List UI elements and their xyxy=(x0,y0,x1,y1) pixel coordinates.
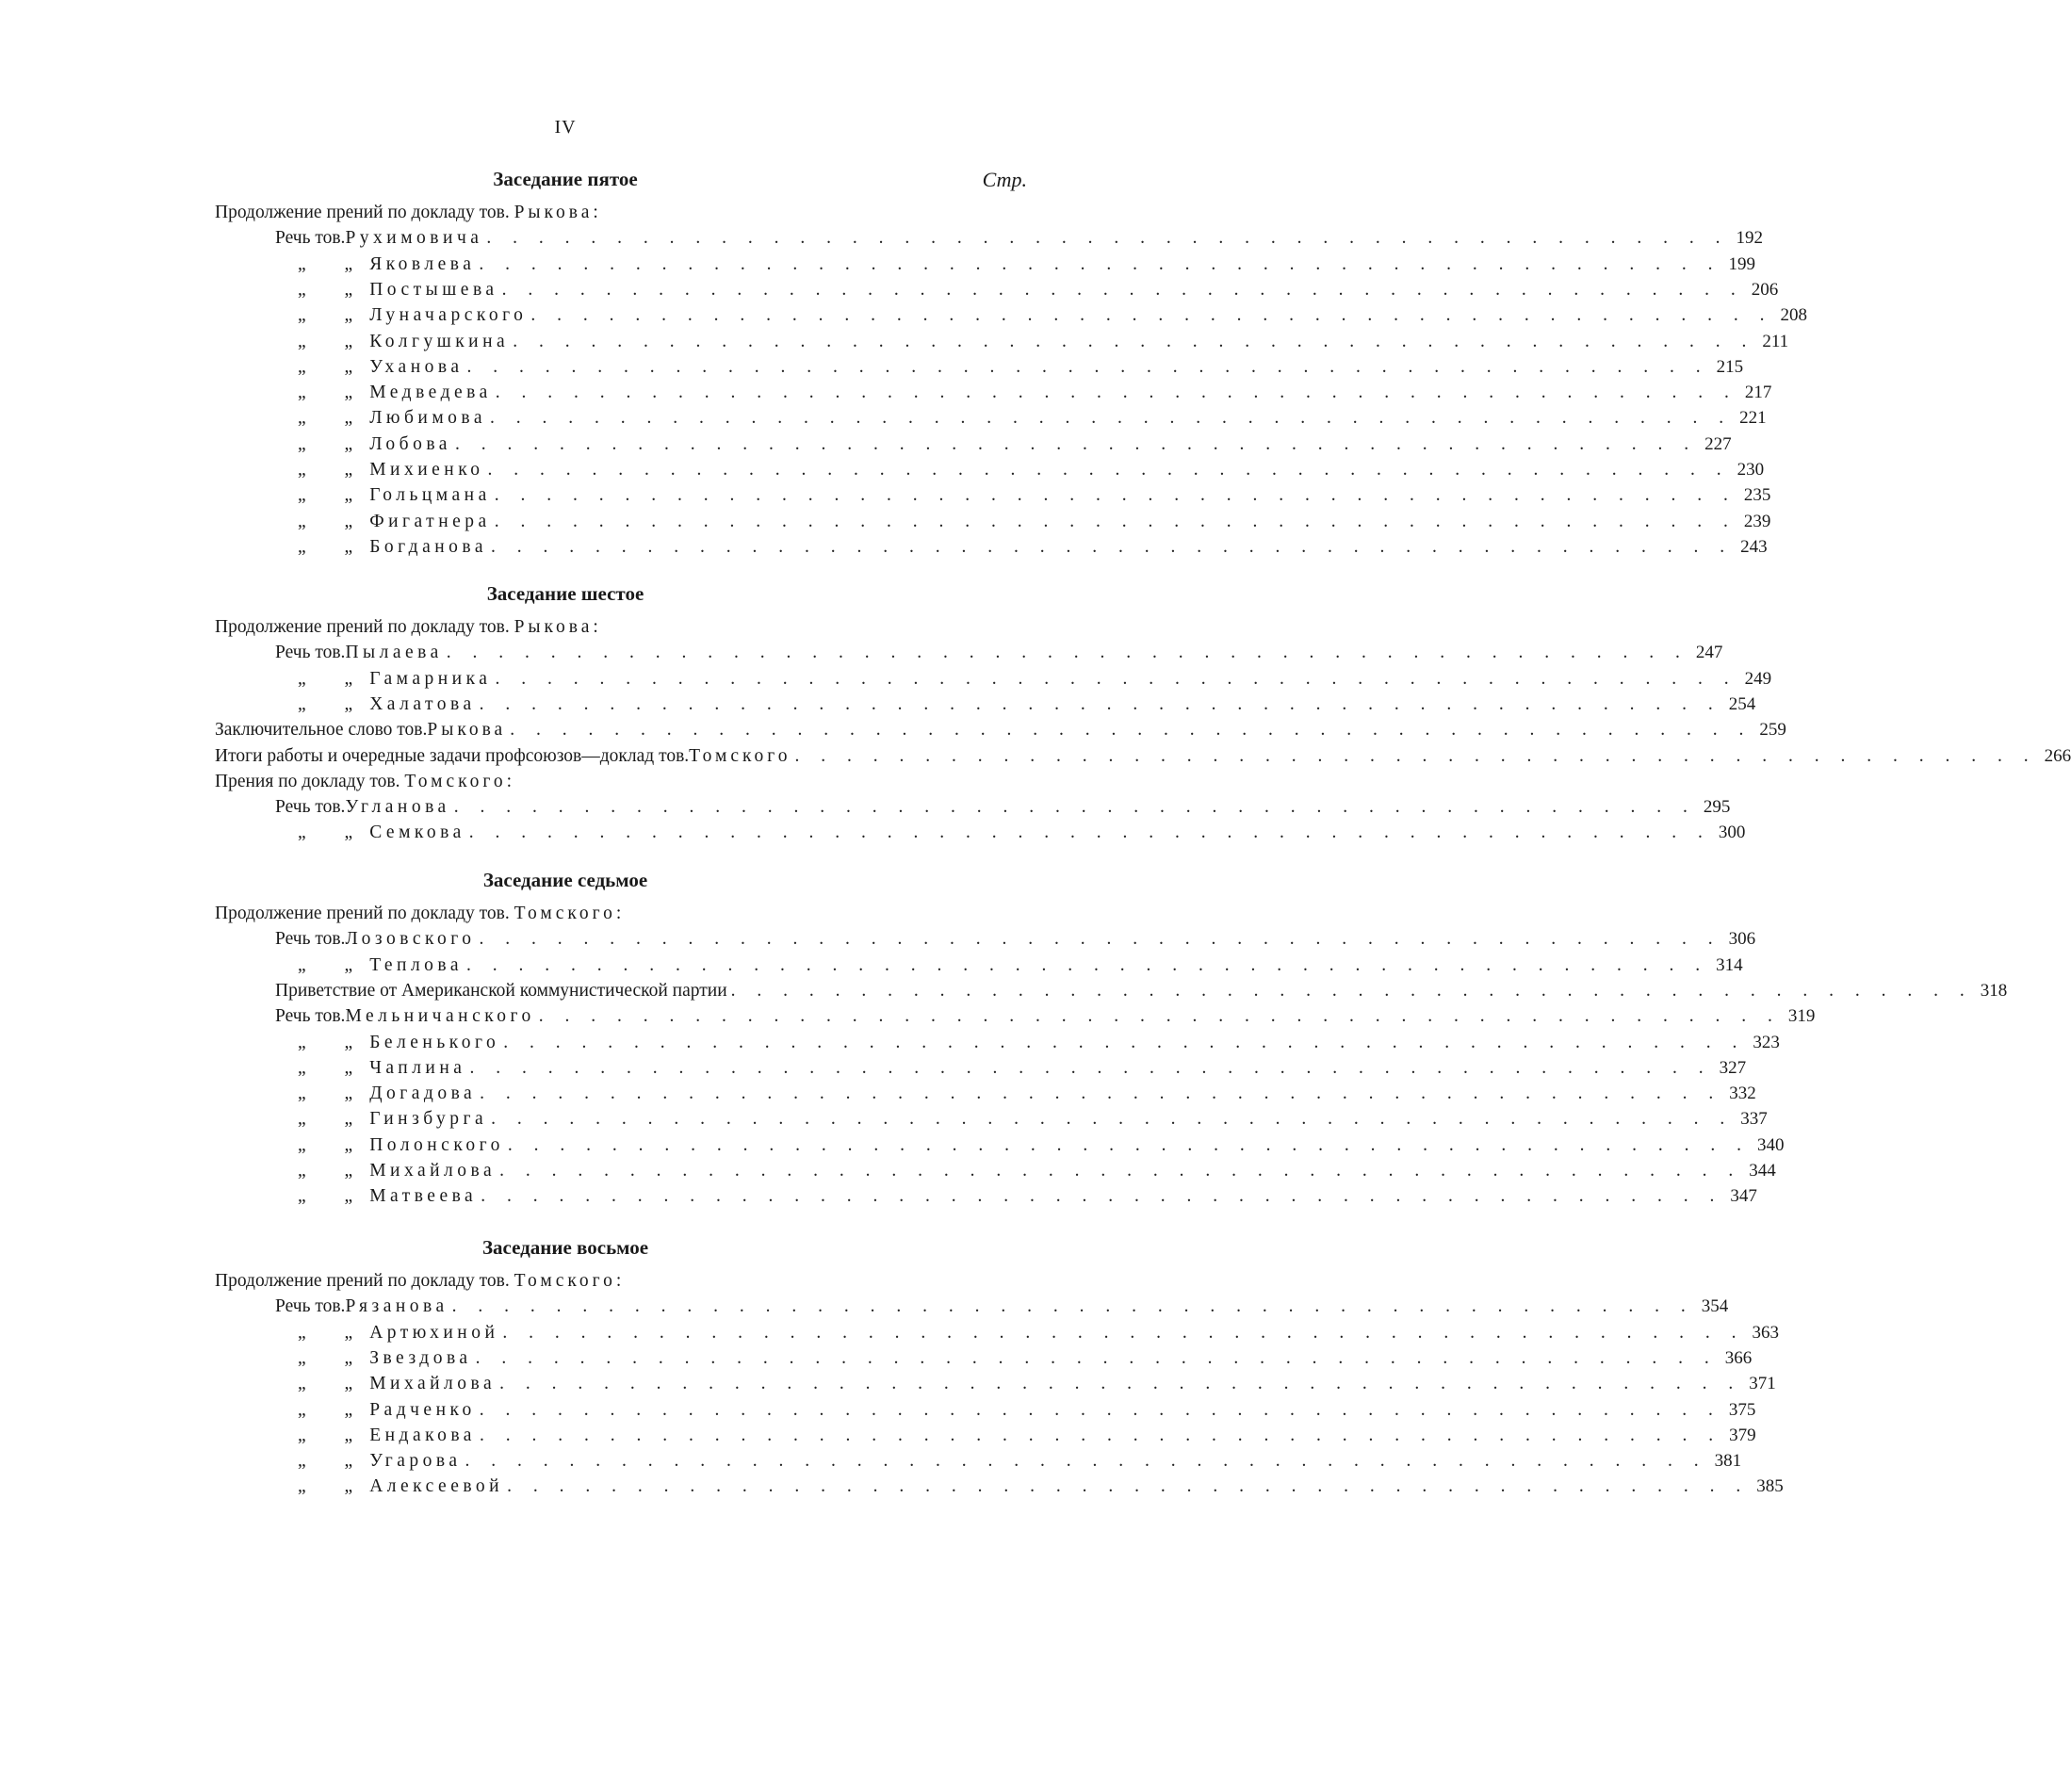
toc-entry xyxy=(0,1448,1742,1474)
leader-dots: . . . . . . . . . . . . . . . . . . . . . . . . . . . . . . . . . . . . . . . . . . . . . . . . xyxy=(451,1296,1694,1317)
speaker-name: Угланова xyxy=(345,797,450,818)
page-number-ref: 227 xyxy=(1704,433,1732,454)
toc-entry-row xyxy=(275,302,1807,329)
page-number-ref: 206 xyxy=(1751,279,1779,300)
toc-entry xyxy=(0,1474,1784,1500)
toc-entry xyxy=(0,794,1731,821)
toc-entry xyxy=(0,1183,1757,1210)
ditto-mark: „ „ xyxy=(298,1083,370,1104)
ditto-mark: „ „ xyxy=(298,356,370,377)
ditto-mark: „ „ xyxy=(298,1322,370,1343)
speaker-name: Рязанова xyxy=(345,1296,448,1317)
intro-author: Рыкова xyxy=(514,203,594,222)
page-number-ref: 381 xyxy=(1714,1451,1742,1472)
page-number-ref: 318 xyxy=(1980,980,2008,1001)
toc-entry xyxy=(0,1081,1756,1107)
leader-dots: . . . . . . . . . . . . . . . . . . . . . . . . . . . . . . . . . . . . . . . . . . . . . . . . xyxy=(479,693,1721,714)
toc-entry-row xyxy=(275,1106,1768,1132)
toc-entry-row xyxy=(275,820,1746,846)
page-number-ref: 239 xyxy=(1743,511,1771,531)
ditto-mark: „ „ xyxy=(298,253,370,274)
speech-prefix: Речь тов. xyxy=(275,929,346,950)
page-number-ref: 385 xyxy=(1756,1476,1784,1497)
leader-dots: . . . . . . . . . . . . . . . . . . . . . . . . . . . . . . . . . . . . . . . . . . . . . . . . xyxy=(453,797,1696,818)
toc-entry-row xyxy=(275,1448,1742,1474)
page-number-ref: 306 xyxy=(1728,929,1756,950)
speaker-name: Гинзбурга xyxy=(369,1109,488,1130)
ditto-mark: „ „ xyxy=(298,460,370,480)
speaker-name: Догадова xyxy=(369,1083,477,1104)
leader-dots: . . . . . . . . . . . . . . . . . . . . . . . . . . . . . . . . . . . . . . . . . . . . . . . . xyxy=(538,1006,1781,1027)
toc-entry-row xyxy=(275,666,1772,692)
toc-intro xyxy=(215,901,621,927)
ditto-mark: „ „ xyxy=(298,668,370,689)
section-title: Заседание седьмое xyxy=(482,869,648,891)
page-number-ref: 208 xyxy=(1780,305,1807,326)
toc-entry xyxy=(0,1345,1753,1372)
toc-entry-row xyxy=(275,1423,1756,1449)
leader-dots: . . . . . . . . . . . . . . . . . . . . . . . . . . . . . . . . . . . . . . . . . . . . . . . . xyxy=(794,745,2037,766)
page-number-ref: 192 xyxy=(1736,228,1764,249)
toc-entry xyxy=(0,978,2008,1004)
speaker-name: Лобова xyxy=(369,433,451,454)
toc-entry-row xyxy=(275,1183,1757,1210)
toc-intro xyxy=(215,200,598,226)
section-title: Заседание пятое xyxy=(493,168,638,190)
speaker-name: Приветствие от Американской коммунистической партии xyxy=(275,980,727,1001)
speaker-name: Гамарника xyxy=(369,668,492,689)
page-number-ref: 319 xyxy=(1787,1006,1816,1027)
toc-entry-row xyxy=(275,329,1789,355)
toc-entry xyxy=(0,1158,1776,1184)
toc-entry xyxy=(0,225,1764,252)
leader-dots: . . . . . . . . . . . . . . . . . . . . . . . . . . . . . . . . . . . . . . . . . . . . . . . . xyxy=(499,1161,1742,1181)
speaker-name: Лозовского xyxy=(345,929,476,950)
ditto-mark: „ „ xyxy=(298,1476,370,1497)
speaker-name: Алексеевой xyxy=(369,1476,504,1497)
toc-entry-row xyxy=(275,277,1779,303)
toc-entry xyxy=(0,354,1744,381)
page-number-ref: 215 xyxy=(1716,356,1744,377)
toc-entry-row xyxy=(275,1030,1780,1056)
toc-entry xyxy=(0,717,1786,743)
page-number-ref: 243 xyxy=(1740,536,1768,557)
intro-text: Продолжение прений по докладу тов. xyxy=(215,203,514,222)
toc-entry-row xyxy=(275,978,2008,1004)
toc-entry xyxy=(0,457,1765,483)
speaker-name: Любимова xyxy=(369,408,487,429)
toc-entry xyxy=(0,405,1767,432)
page-number-ref: 217 xyxy=(1744,383,1772,403)
toc-entry-row xyxy=(275,1397,1756,1424)
toc-intro xyxy=(215,614,598,641)
toc-intro-line xyxy=(0,200,1131,226)
leader-dots: . . . . . . . . . . . . . . . . . . . . . . . . . . . . . . . . . . . . . . . . . . . . . . . . xyxy=(494,485,1737,506)
leader-dots: . . . . . . . . . . . . . . . . . . . . . . . . . . . . . . . . . . . . . . . . . . . . . . . . xyxy=(507,1476,1750,1497)
toc-entry xyxy=(0,482,1771,509)
page-number-ref: 371 xyxy=(1749,1374,1776,1394)
speaker-name: Постышева xyxy=(369,279,498,300)
speaker-name: Звездова xyxy=(369,1347,472,1368)
leader-dots: . . . . . . . . . . . . . . . . . . . . . . . . . . . . . . . . . . . . . . . . . . . . . . . . xyxy=(494,511,1737,531)
page-column-header: Стр. xyxy=(982,168,1027,191)
ditto-mark: „ „ xyxy=(298,1057,370,1078)
speaker-name: Радченко xyxy=(369,1399,476,1420)
page-number-ref: 379 xyxy=(1729,1425,1756,1445)
leader-dots: . . . . . . . . . . . . . . . . . . . . . . . . . . . . . . . . . . . . . . . . . . . . . . . . xyxy=(475,1347,1718,1368)
ditto-mark: „ „ xyxy=(298,1451,370,1472)
toc-entry xyxy=(0,1320,1780,1346)
speech-prefix: Речь тов. xyxy=(275,643,346,663)
leader-dots: . . . . . . . . . . . . . . . . . . . . . . . . . . . . . . . . . . . . . . . . . . . . . . . . xyxy=(479,253,1721,274)
toc-entry-row xyxy=(275,405,1767,432)
leader-dots: . . . . . . . . . . . . . . . . . . . . . . . . . . . . . . . . . . . . . . . . . . . . . . . . xyxy=(479,929,1721,950)
intro-colon: : xyxy=(615,1271,622,1291)
toc-entry-row xyxy=(275,354,1744,381)
page-number-ref: 221 xyxy=(1739,408,1767,429)
page-number-ref: 199 xyxy=(1728,253,1755,274)
page-number-ref: 347 xyxy=(1730,1186,1757,1207)
toc-entry-row xyxy=(275,1294,1729,1320)
leader-dots: . . . . . . . . . . . . . . . . . . . . . . . . . . . . . . . . . . . . . . . . . . . . . . . . xyxy=(491,1109,1734,1130)
speech-prefix: Речь тов. xyxy=(275,797,346,818)
intro-colon: : xyxy=(506,771,513,791)
toc-intro-line xyxy=(0,769,1131,795)
leader-dots: . . . . . . . . . . . . . . . . . . . . . . . . . . . . . . . . . . . . . . . . . . . . . . . . xyxy=(479,1399,1721,1420)
ditto-mark: „ „ xyxy=(298,1032,370,1052)
section-title: Заседание восьмое xyxy=(481,1236,649,1259)
speaker-name: Полонского xyxy=(369,1134,504,1155)
leader-dots: . . . . . . . . . . . . . . . . . . . . . . . . . . . . . . . . . . . . . . . . . . . . . . . . xyxy=(468,823,1711,843)
speaker-name: Матвеева xyxy=(369,1186,478,1207)
page-number-ref: 344 xyxy=(1749,1161,1776,1181)
toc-entry xyxy=(0,380,1772,406)
page-number-ref: 230 xyxy=(1737,460,1765,480)
toc-entry-row xyxy=(275,1158,1776,1184)
ditto-mark: „ „ xyxy=(298,823,370,843)
leader-dots: . . . . . . . . . . . . . . . . . . . . . . . . . . . . . . . . . . . . . . . . . . . . . . . . xyxy=(510,720,1753,741)
ditto-mark: „ „ xyxy=(298,383,370,403)
speaker-name: Пылаева xyxy=(345,643,443,663)
toc-entry-row xyxy=(275,926,1756,953)
speaker-name: Артюхиной xyxy=(369,1322,499,1343)
leader-dots: . . . . . . . . . . . . . . . . . . . . . . . . . . . . . . . . . . . . . . . . . . . . . . . . xyxy=(479,1425,1722,1445)
toc-entry-row xyxy=(275,640,1723,666)
intro-author: Томского xyxy=(404,771,507,791)
page-number-ref: 314 xyxy=(1716,954,1743,975)
toc-entry xyxy=(0,432,1732,458)
speech-prefix: Речь тов. xyxy=(275,1296,346,1317)
speaker-name: Рухимовича xyxy=(345,228,483,249)
page-number-ref: 332 xyxy=(1729,1083,1756,1104)
ditto-mark: „ „ xyxy=(298,693,370,714)
toc-entry xyxy=(0,534,1768,561)
ditto-mark: „ „ xyxy=(298,485,370,506)
leader-dots: . . . . . . . . . . . . . . . . . . . . . . . . . . . . . . . . . . . . . . . . . . . . . . . . xyxy=(469,1057,1712,1078)
toc-entry xyxy=(0,1003,1816,1030)
entry-author: Рыкова xyxy=(427,720,507,741)
page-number: IV xyxy=(554,117,577,138)
speaker-name: Уханова xyxy=(369,356,464,377)
page-number-ref: 259 xyxy=(1759,720,1786,741)
ditto-mark: „ „ xyxy=(298,536,370,557)
toc-entry xyxy=(0,1055,1747,1082)
ditto-mark: „ „ xyxy=(298,1399,370,1420)
page-number-ref: 366 xyxy=(1724,1347,1753,1368)
page-number-ref: 300 xyxy=(1718,823,1746,843)
leader-dots: . . . . . . . . . . . . . . . . . . . . . . . . . . . . . . . . . . . . . . . . . . . . . . . . xyxy=(530,305,1773,326)
ditto-mark: „ „ xyxy=(298,331,370,351)
toc-entry xyxy=(0,1294,1729,1320)
speaker-name: Мельничанского xyxy=(345,1006,535,1027)
intro-colon: : xyxy=(615,904,622,923)
leader-dots: . . . . . . . . . . . . . . . . . . . . . . . . . . . . . . . . . . . . . . . . . . . . . . . . xyxy=(495,668,1737,689)
page-number-ref: 337 xyxy=(1740,1109,1768,1130)
speaker-name: Теплова xyxy=(369,954,464,975)
intro-author: Рыкова xyxy=(514,617,594,637)
ditto-mark: „ „ xyxy=(298,954,370,975)
toc-entry-row xyxy=(215,743,2071,770)
page-number-ref: 354 xyxy=(1701,1296,1729,1317)
entry-text: Заключительное слово тов. xyxy=(215,720,428,741)
leader-dots: . . . . . . . . . . . . . . . . . . . . . . . . . . . . . . . . . . . . . . . . . . . . . . . . xyxy=(466,356,1709,377)
toc-entry xyxy=(0,1030,1780,1056)
page-number-ref: 323 xyxy=(1753,1032,1780,1052)
leader-dots: . . . . . . . . . . . . . . . . . . . . . . . . . . . . . . . . . . . . . . . . . . . . . . . . xyxy=(486,228,1729,249)
page-number-ref: 340 xyxy=(1756,1134,1785,1155)
leader-dots: . . . . . . . . . . . . . . . . . . . . . . . . . . . . . . . . . . . . . . . . . . . . . . . . xyxy=(446,643,1688,663)
toc-intro-line xyxy=(0,1268,1131,1295)
intro-text: Продолжение прений по докладу тов. xyxy=(215,904,514,923)
speaker-name: Семкова xyxy=(369,823,465,843)
page-number-ref: 295 xyxy=(1703,797,1731,818)
speaker-name: Богданова xyxy=(369,536,488,557)
speaker-name: Михайлова xyxy=(369,1161,497,1181)
speaker-name: Халатова xyxy=(369,693,476,714)
page-number-ref: 247 xyxy=(1695,643,1723,663)
leader-dots: . . . . . . . . . . . . . . . . . . . . . . . . . . . . . . . . . . . . . . . . . . . . . . . . xyxy=(495,383,1737,403)
section-title: Заседание шестое xyxy=(486,582,644,605)
intro-text: Продолжение прений по докладу тов. xyxy=(215,1271,514,1291)
leader-dots: . . . . . . . . . . . . . . . . . . . . . . . . . . . . . . . . . . . . . . . . . . . . . . . . xyxy=(465,1451,1707,1472)
toc-entry-row xyxy=(275,482,1771,509)
toc-entry-row xyxy=(275,1474,1784,1500)
speaker-name: Яковлева xyxy=(369,253,476,274)
ditto-mark: „ „ xyxy=(298,1134,370,1155)
leader-dots: . . . . . . . . . . . . . . . . . . . . . . . . . . . . . . . . . . . . . . . . . . . . . . . . xyxy=(491,536,1734,557)
toc-entry-row xyxy=(275,457,1765,483)
toc-intro xyxy=(215,769,512,795)
ditto-mark: „ „ xyxy=(298,1186,370,1207)
page-number-ref: 235 xyxy=(1743,485,1771,506)
toc-entry xyxy=(0,1106,1768,1132)
toc-entry-row xyxy=(275,225,1764,252)
toc-entry xyxy=(0,640,1723,666)
toc-entry xyxy=(0,1423,1756,1449)
ditto-mark: „ „ xyxy=(298,511,370,531)
ditto-mark: „ „ xyxy=(298,408,370,429)
ditto-mark: „ „ xyxy=(298,1109,370,1130)
toc-entry xyxy=(0,277,1779,303)
toc-entry-row xyxy=(275,1320,1780,1346)
leader-dots: . . . . . . . . . . . . . . . . . . . . . . . . . . . . . . . . . . . . . . . . . . . . . . . . xyxy=(503,1032,1746,1052)
speaker-name: Гольцмана xyxy=(369,485,491,506)
leader-dots: . . . . . . . . . . . . . . . . . . . . . . . . . . . . . . . . . . . . . . . . . . . . . . . . xyxy=(466,954,1709,975)
ditto-mark: „ „ xyxy=(298,1374,370,1394)
leader-dots: . . . . . . . . . . . . . . . . . . . . . . . . . . . . . . . . . . . . . . . . . . . . . . . . xyxy=(507,1134,1750,1155)
ditto-mark: „ „ xyxy=(298,305,370,326)
toc-entry xyxy=(0,329,1789,355)
intro-author: Томского xyxy=(514,904,616,923)
intro-author: Томского xyxy=(514,1271,616,1291)
speaker-name: Фигатнера xyxy=(369,511,491,531)
page-number-ref: 211 xyxy=(1762,331,1789,351)
ditto-mark: „ „ xyxy=(298,1347,370,1368)
toc-entry xyxy=(0,1132,1785,1159)
page-number-ref: 266 xyxy=(2044,745,2071,766)
speaker-name: Чаплина xyxy=(369,1057,466,1078)
leader-dots: . . . . . . . . . . . . . . . . . . . . . . . . . . . . . . . . . . . . . . . . . . . . . . . . xyxy=(454,433,1698,454)
toc-entry xyxy=(0,1371,1776,1397)
ditto-mark: „ „ xyxy=(298,279,370,300)
toc-entry-row xyxy=(275,692,1756,718)
toc-entry xyxy=(0,509,1771,535)
ditto-mark: „ „ xyxy=(298,1161,370,1181)
toc-entry-row xyxy=(275,1003,1816,1030)
entry-author: Томского xyxy=(689,745,791,766)
speech-prefix: Речь тов. xyxy=(275,1006,346,1027)
leader-dots: . . . . . . . . . . . . . . . . . . . . . . . . . . . . . . . . . . . . . . . . . . . . . . . . xyxy=(513,331,1755,351)
toc-entry-row xyxy=(275,252,1755,278)
ditto-mark: „ „ xyxy=(298,1425,370,1445)
toc-entry-row xyxy=(215,717,1786,743)
toc-entry xyxy=(0,692,1756,718)
speaker-name: Михайлова xyxy=(369,1374,497,1394)
toc-entry-row xyxy=(275,1055,1747,1082)
leader-dots: . . . . . . . . . . . . . . . . . . . . . . . . . . . . . . . . . . . . . . . . . . . . . . . . xyxy=(480,1083,1722,1104)
toc-entry-row xyxy=(275,432,1732,458)
speaker-name: Луначарского xyxy=(369,305,528,326)
page-number-ref: 375 xyxy=(1728,1399,1756,1420)
speaker-name: Беленького xyxy=(369,1032,500,1052)
leader-dots: . . . . . . . . . . . . . . . . . . . . . . . . . . . . . . . . . . . . . . . . . . . . . . . . xyxy=(490,408,1733,429)
leader-dots: . . . . . . . . . . . . . . . . . . . . . . . . . . . . . . . . . . . . . . . . . . . . . . . . xyxy=(502,1322,1745,1343)
intro-text: Прения по докладу тов. xyxy=(215,771,405,791)
toc-entry xyxy=(0,302,1807,329)
toc-entry xyxy=(0,743,2071,770)
toc-entry-row xyxy=(275,794,1731,821)
leader-dots: . . . . . . . . . . . . . . . . . . . . . . . . . . . . . . . . . . . . . . . . . . . . . . . . xyxy=(487,460,1730,480)
toc-entry xyxy=(0,1397,1756,1424)
toc-entry xyxy=(0,820,1746,846)
toc-entry-row xyxy=(275,1345,1753,1372)
page-number-ref: 363 xyxy=(1752,1322,1780,1343)
page-number-ref: 327 xyxy=(1719,1057,1747,1078)
toc-entry-row xyxy=(275,509,1771,535)
speaker-name: Михиенко xyxy=(369,460,484,480)
speaker-name: Медведева xyxy=(369,383,492,403)
toc-entry-row xyxy=(275,1371,1776,1397)
toc-intro xyxy=(215,1268,621,1295)
toc-entry xyxy=(0,926,1756,953)
intro-colon: : xyxy=(593,203,598,222)
toc-entry xyxy=(0,252,1755,278)
speaker-name: Колгушкина xyxy=(369,331,510,351)
leader-dots: . . . . . . . . . . . . . . . . . . . . . . . . . . . . . . . . . . . . . . . . . . . . . . . . xyxy=(499,1374,1742,1394)
page-number-ref: 254 xyxy=(1728,693,1756,714)
entry-text: Итоги работы и очередные задачи профсоюзов—доклад тов. xyxy=(215,745,690,766)
toc-entry-row xyxy=(275,1081,1756,1107)
toc-entry-row xyxy=(275,534,1768,561)
toc-entry-row xyxy=(275,1132,1785,1159)
toc-intro-line xyxy=(0,614,1131,641)
toc-entry xyxy=(0,666,1772,692)
toc-entry-row xyxy=(275,380,1772,406)
intro-text: Продолжение прений по докладу тов. xyxy=(215,617,514,637)
speaker-name: Ендакова xyxy=(369,1425,476,1445)
leader-dots: . . . . . . . . . . . . . . . . . . . . . . . . . . . . . . . . . . . . . . . . . . . . . . . . xyxy=(481,1186,1723,1207)
leader-dots: . . . . . . . . . . . . . . . . . . . . . . . . . . . . . . . . . . . . . . . . . . . . . . . . xyxy=(501,279,1744,300)
ditto-mark: „ „ xyxy=(298,433,370,454)
speaker-name: Угарова xyxy=(369,1451,462,1472)
intro-colon: : xyxy=(593,617,598,637)
toc-entry xyxy=(0,953,1743,979)
toc-intro-line xyxy=(0,901,1131,927)
speech-prefix: Речь тов. xyxy=(275,228,346,249)
toc-entry-row xyxy=(275,953,1743,979)
page-number-ref: 249 xyxy=(1744,668,1772,689)
leader-dots: . . . . . . . . . . . . . . . . . . . . . . . . . . . . . . . . . . . . . . . . . . . . . . . . xyxy=(730,980,1973,1001)
